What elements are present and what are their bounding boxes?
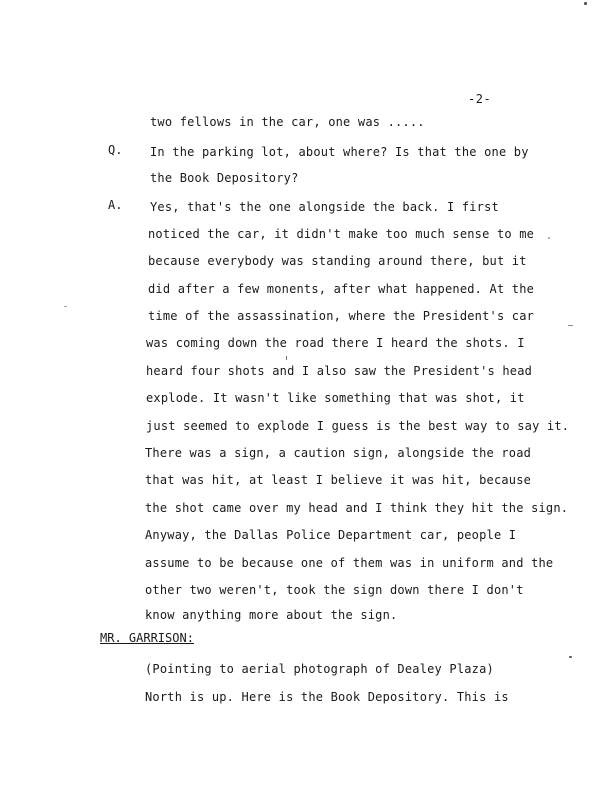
question-line: In the parking lot, about where? Is that the one by: [150, 145, 529, 159]
page-number: -2-: [468, 92, 492, 106]
answer-line: assume to be because one of them was in uniform and the: [145, 556, 554, 570]
answer-line: did after a few monents, after what happened. At the: [148, 282, 535, 296]
speaker-label: MR. GARRISON:: [100, 631, 194, 645]
answer-line: just seemed to explode I guess is the best way to say it.: [146, 419, 570, 433]
answer-line: was coming down the road there I heard the shots. I: [146, 336, 525, 350]
scan-speck: [64, 306, 67, 307]
scan-speck: [569, 656, 572, 658]
answer-line: because everybody was standing around there, but it: [148, 254, 527, 268]
answer-line: Anyway, the Dallas Police Department car, people I: [145, 528, 517, 542]
answer-line: heard four shots and I also saw the President's head: [146, 364, 533, 378]
question-marker: Q.: [108, 143, 123, 157]
answer-line: Yes, that's the one alongside the back. I first: [150, 200, 499, 214]
question-line: the Book Depository?: [150, 171, 299, 185]
statement-line: (Pointing to aerial photograph of Dealey Plaza): [145, 662, 494, 676]
statement-line: North is up. Here is the Book Depository. This is: [145, 690, 509, 704]
scan-speck: [584, 2, 587, 5]
answer-line: the shot came over my head and I think they hit the sign.: [145, 501, 569, 515]
answer-continuation-line: two fellows in the car, one was .....: [150, 115, 425, 129]
scan-speck: [568, 325, 573, 326]
scan-speck: [286, 356, 287, 360]
answer-line: There was a sign, a caution sign, alongside the road: [145, 446, 532, 460]
answer-line: other two weren't, took the sign down there I don't: [145, 583, 524, 597]
answer-line: explode. It wasn't like something that was shot, it: [146, 391, 525, 405]
answer-line: know anything more about the sign.: [145, 608, 398, 622]
answer-line: time of the assassination, where the President's car: [148, 309, 535, 323]
answer-line: that was hit, at least I believe it was hit, because: [145, 473, 532, 487]
answer-marker: A.: [108, 198, 123, 212]
scan-speck: [548, 237, 550, 239]
answer-line: noticed the car, it didn't make too much sense to me: [148, 227, 535, 241]
